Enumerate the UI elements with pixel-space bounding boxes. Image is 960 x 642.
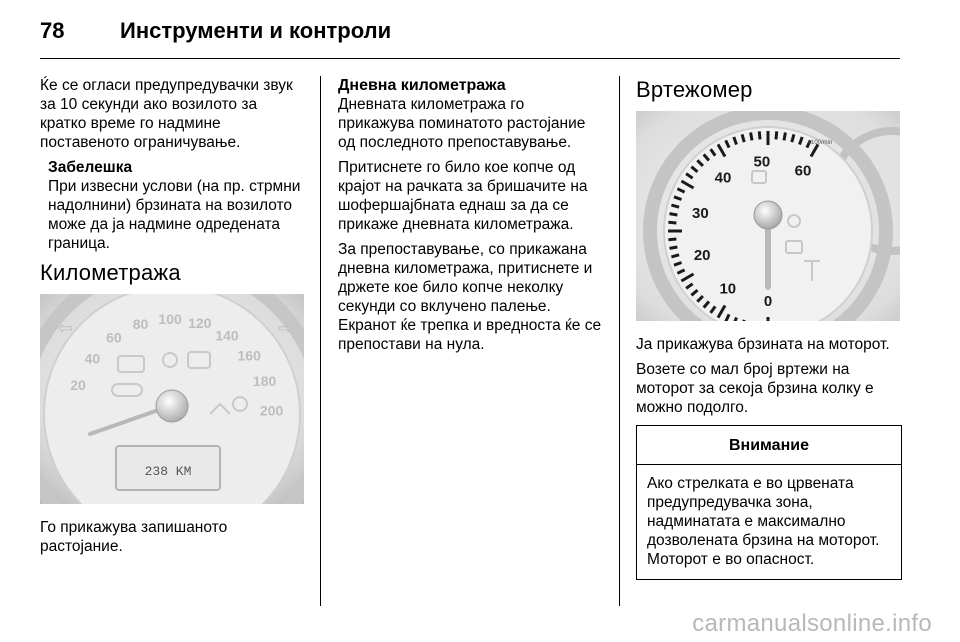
column-divider-1 [320,76,321,606]
watermark: carmanualsonline.info [692,610,932,637]
svg-text:⇦: ⇦ [58,318,74,339]
tachometer-tick-label: 30 [692,204,709,222]
column-2 [338,76,604,360]
speedometer-tick-label: 140 [215,327,239,344]
tachometer-photo [636,111,900,321]
column-divider-2 [619,76,620,606]
tachometer-tick-mark [671,205,679,207]
speedometer-tick-label: 60 [106,329,122,346]
odometer-caption: Го прикажува запишаното растојание. [40,519,228,555]
speedometer-tick-label: 180 [252,373,277,390]
tachometer-tick-label: 0 [763,293,773,310]
tachometer-tick-mark [759,131,760,139]
section-title: Инструменти и контроли [120,18,392,43]
warning-box [636,425,902,580]
speedometer-tick-label: 80 [132,316,149,333]
tachometer-tick-mark [742,134,744,142]
speedometer-tick-label: 120 [188,314,212,331]
speedometer-photo [40,294,304,504]
note-block [48,158,305,253]
tachometer-tick-mark [792,134,794,142]
tachometer-tick-mark [751,133,752,141]
note-title: Забелешка [48,159,133,176]
svg-text:⇨: ⇨ [278,318,294,339]
speedometer-tick-label: 200 [259,402,284,419]
trip-odometer-heading: Дневна километража [338,77,506,94]
speedometer-tick-label: 100 [158,311,182,327]
column-3 [636,76,902,580]
tachometer-tick-mark [670,214,678,215]
tachometer-tick-mark [668,239,676,240]
tachometer-tick-mark [671,255,679,257]
tachometer-tick-label: 20 [693,246,711,264]
speedometer-tick-label: 160 [237,347,261,364]
warning-text: Ако стрелката е во црвената предупредувачка зона, надминатата е максимално дозволената брзина на моторот. Моторот е во опасност. [647,475,880,568]
tachometer-tick-label: 10 [719,280,737,298]
tachometer-paragraph-1: Ја прикажува брзината на моторот. [636,336,890,353]
note-text: При извесни услови (на пр. стрмни надолнини) брзината на возилото може да ја надмине одредената граница. [48,178,301,252]
speedometer-tick-label: 40 [84,350,101,367]
tachometer-tick-mark [668,222,676,223]
tachometer-tick-mark [776,131,777,139]
tachometer-tick-label: 40 [714,169,732,187]
warning-title: Внимание [637,426,901,465]
speedometer-tick-label: 20 [70,376,86,393]
tachometer-unit: x100/min [808,140,833,146]
tachometer-tick-mark [784,133,785,141]
tachometer-heading: Вртежомер [636,77,753,102]
speed-warning-paragraph: Ќе се огласи предупредувачки звук за 10 секунди ако возилото за кратко време го надмине поставеното ограничување. [40,77,293,151]
page-header [40,14,920,54]
odometer-heading: Километража [40,260,181,285]
trip-paragraph-1: Дневната километража го прикажува поминатото растојание од последното препоставување. [338,96,586,151]
column-1 [40,76,305,562]
page-number: 78 [40,18,65,43]
header-divider [40,58,900,59]
trip-paragraph-3: За препоставување, со прикажана дневна километража, притиснете и држете кое било копче неколку секунди со вклучено палење. Екранот ќе трепка и вредноста ќе се препостави на нула. [338,241,602,353]
tachometer-tick-mark [670,247,678,248]
tachometer-tick-label: 60 [794,162,812,180]
odometer-display-value: 238 KM [144,464,192,479]
trip-paragraph-2: Притиснете го било кое копче од крајот на рачката за бришачите на шофершајбната еднаш за да се прикаже дневната километража. [338,159,588,233]
tachometer-tick-label: 50 [753,153,771,171]
tachometer-paragraph-2: Возете со мал број вртежи на моторот за секоја брзина колку е можно подолго. [636,361,874,416]
